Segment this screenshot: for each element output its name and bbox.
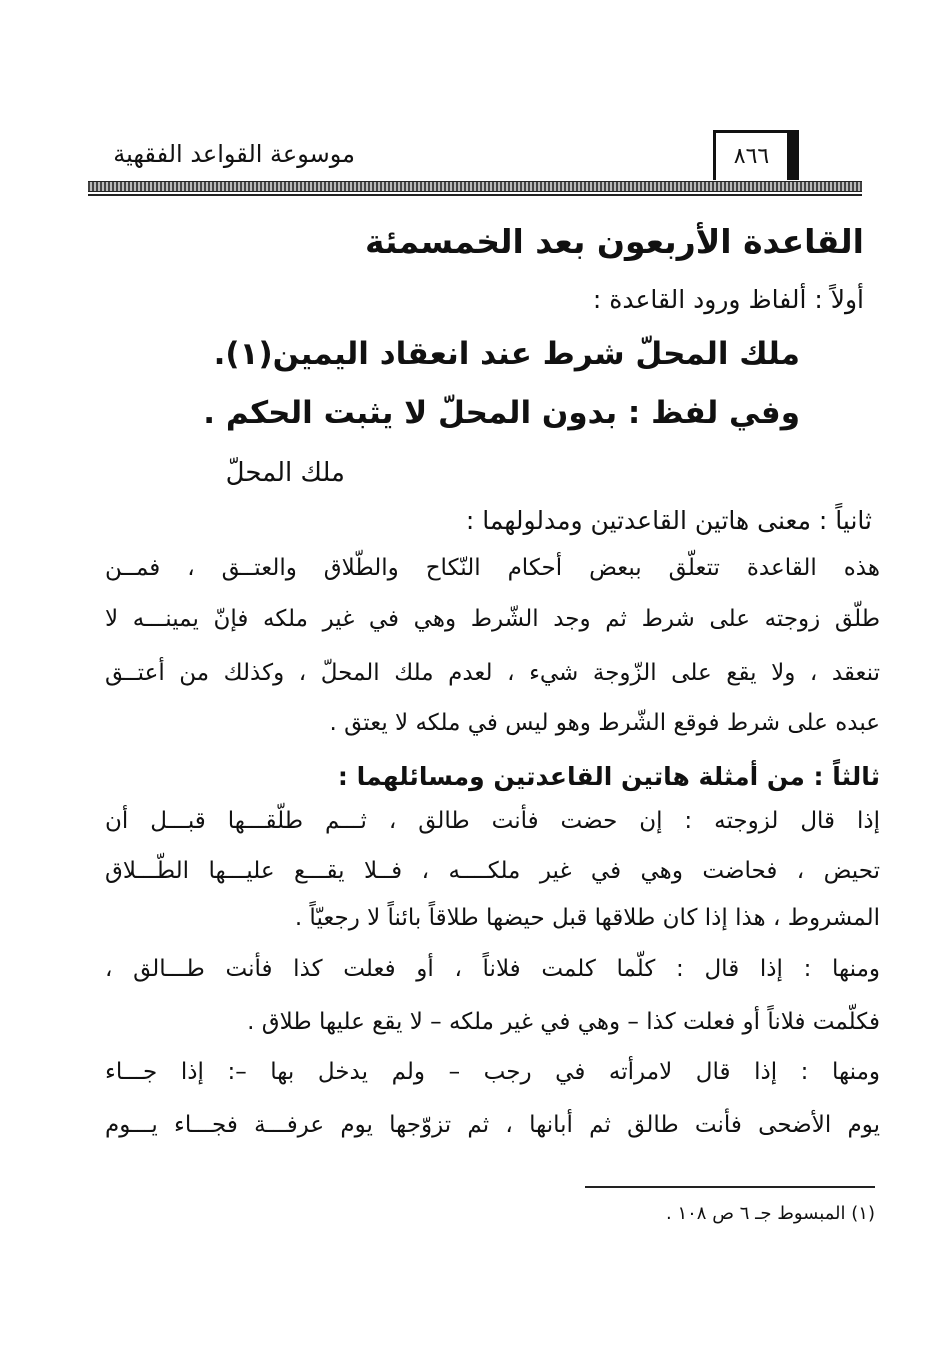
- meaning-line-3: تنعقد ، ولا يقع على الزّوجة شيء ، لعدم ملك المحلّ ، وكذلك من أعتــق: [105, 660, 880, 686]
- rule-line-2: وفي لفظ : بدون المحلّ لا يثبت الحكم .: [203, 395, 800, 431]
- heading-third: ثالثاً : من أمثلة هاتين القاعدتين ومسائلهما :: [337, 762, 880, 791]
- heading-second: ثانياً : معنى هاتين القاعدتين ومدلولهما :: [465, 506, 872, 535]
- rule-line-1: ملك المحلّ شرط عند انعقاد اليمين(١).: [213, 336, 800, 372]
- meaning-line-4: عبده على شرط فوقع الشّرط وهو ليس في ملكه لا يعتق .: [329, 710, 880, 736]
- example-line-4: ومنها : إذا قال : كلّما كلمت فلاناً ، أو فعلت كذا فأنت طـــالق ،: [105, 956, 880, 982]
- section-title: القاعدة الأربعون بعد الخمسمئة: [364, 222, 864, 261]
- header-rule-line: [88, 194, 862, 196]
- header-decorative-rule: [88, 181, 862, 192]
- footnote: (١) المبسوط جـ ٦ ص ١٠٨ .: [666, 1203, 875, 1224]
- meaning-line-2: طلّق زوجته على شرط ثم وجد الشّرط وهي في غير ملكه فإنّ يمينـــه لا: [105, 606, 880, 632]
- footnote-separator: [585, 1186, 875, 1188]
- meaning-line-1: هذه القاعدة تتعلّق ببعض أحكام النّكاح والطّلاق والعتــق ، فمــن: [105, 555, 880, 581]
- rule-line-3: ملك المحلّ: [225, 458, 345, 488]
- page-number: ٨٦٦: [713, 130, 799, 180]
- example-line-2: تحيض ، فحاضت وهي في غير ملكــــه ، فــلا يقـــع عليـــها الطّـــلاق: [105, 858, 880, 884]
- example-line-1: إذا قال لزوجته : إن حضت فأنت طالق ، ثـــم طلّقـــها قبـــل أن: [105, 808, 880, 834]
- example-line-3: المشروط ، هذا إذا كان طلاقها قبل حيضها طلاقاً بائناً لا رجعيّاً .: [294, 905, 880, 931]
- running-header-title: موسوعة القواعد الفقهية: [113, 140, 355, 168]
- example-line-5: فكلّمت فلاناً أو فعلت كذا – وهي في غير ملكه – لا يقع عليها طلاق .: [247, 1009, 880, 1035]
- example-line-6: ومنها : إذا قال لامرأته في رجب – ولم يدخل بها –: إذا جـــاء: [105, 1059, 880, 1085]
- example-line-7: يوم الأضحى فأنت طالق ثم أبانها ، ثم تزوّجها يوم عرفـــة فجـــاء يـــوم: [105, 1112, 880, 1138]
- heading-first: أولاً : ألفاظ ورود القاعدة :: [592, 285, 864, 314]
